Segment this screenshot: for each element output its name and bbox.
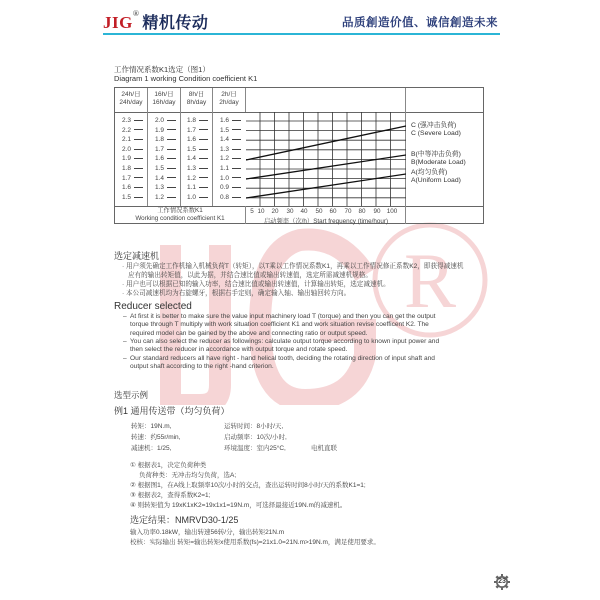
header-8h (181, 88, 213, 112)
ticks-8h: 1.8 1.7 1.6 1.5 1.4 1.3 1.2 1.1 1.0 (180, 112, 213, 206)
header-chart-blank (246, 88, 406, 112)
header-24h (115, 88, 148, 112)
header-2h-cn: 2h/日 (221, 91, 237, 98)
ticks-2h: 1.6 1.5 1.4 1.3 1.2 1.1 1.0 0.9 0.8 (213, 112, 246, 206)
step-3: ③ 根据表2，查得系数K2=1; (130, 492, 211, 499)
header-16h-cn: 16h/日 (154, 91, 174, 98)
header-8h-en: 8h/day (186, 99, 207, 106)
header-16h (148, 88, 181, 112)
x-axis-label: 启动频率（次/h）Start frequency (time/hour) (263, 218, 389, 225)
page-number: 23 (498, 578, 506, 585)
page-number-badge (494, 574, 510, 590)
legend-a: A(均匀负荷) A(Uniform Load) (411, 169, 461, 184)
ticks-16h: 2.0 1.9 1.8 1.7 1.6 1.5 1.4 1.3 1.2 (148, 112, 181, 206)
header-2h-en: 2h/day (219, 99, 239, 106)
result-line-2: 校核：实际输出 转矩=输出转矩x使用系数(fs)=21x1.0=21N.m>19N.m，满足使用要求。 (130, 539, 380, 546)
page-header (103, 8, 498, 34)
select-en-item-1: – At first it is better to make sure the value input machinery load T (torque) and then you can get the output torque through T multiply with work situation coefficient K1 and work situation revise coefficent K2. The required model can be gained by the above and connecting ratio or output speed. (123, 313, 436, 337)
param-ratio: 减速机：1/25, (131, 445, 172, 452)
step-4: ④ 则转矩值为 19xK1xK2=19x1x1=19N.m，可选择最接近19N.m的减速机。 (130, 502, 347, 509)
result-title: 选定结果：NMRVD30-1/25 (130, 515, 239, 525)
registered-mark-icon: ® (132, 9, 140, 18)
select-cn-item-1: · 用户须先确定工作机输入机械负荷T（转矩），以T乘以工作情况系数K1，再乘以工作情况修正系数K2，即获得减速机 (122, 263, 464, 270)
select-cn-item-2: · 用户也可以根据已知的输入功率，结合速比值或输出转速值，计算输出转矩，选定减速机。 (122, 281, 390, 288)
diagram-caption-cn: 工作情况系数K1选定（图1） (114, 65, 210, 74)
k1-axis-label: 工作情况系数K1 Working condition coefficient K1 (115, 206, 246, 224)
param-env-temp: 环境温度：室内25°C, (224, 445, 286, 452)
k1-diagram-table (114, 87, 484, 224)
header-16h-en: 16h/day (152, 99, 176, 106)
param-torque: 转矩：19N.m, (131, 423, 172, 430)
ticks-24h: 2.3 2.2 2.1 2.0 1.9 1.8 1.7 1.6 1.5 (115, 112, 148, 206)
header-24h-en: 24h/day (119, 99, 143, 106)
k1-chart (246, 112, 406, 206)
select-title-cn: 选定减速机 (114, 251, 160, 261)
slogan: 品质創造价值、诚信創造未来 (342, 17, 498, 29)
result-line-1: 输入功率0.18kW，输出转速56转/分，输出转矩21N.m (130, 529, 285, 536)
legend-b: B(中等冲击负荷) B(Moderate Load) (411, 151, 466, 166)
step-2: ② 根据图1，在A线上取频率10次/小时的交点，查出运转时间8小时/天的系数K1=1; (130, 482, 366, 489)
x-axis: 5 10 20 30 40 50 60 70 80 90 100 启动频率（次/h）Start frequency (time/hour) (246, 206, 406, 224)
line-c-severe (246, 126, 406, 160)
brand-cn: 精机传动 (142, 15, 209, 32)
select-en-item-3: – Our standard reducers all have right - hand helical tooth, deciding the rotating direction of input shaft and output shaft according to the right -hand criterion. (123, 355, 435, 371)
jig-watermark-icon (160, 215, 500, 405)
param-speed: 转速：约55r/min, (131, 434, 181, 441)
header-8h-cn: 8h/日 (188, 91, 205, 98)
select-cn-item-1b: 应有的输出转矩值，以此为据，并结合速比值或输出转速值，选定所需减速机规格。 (128, 272, 372, 279)
line-a-uniform (246, 174, 406, 198)
example-title: 选型示例 (114, 390, 149, 400)
legend-c: C (强冲击负荷) C (Severe Load) (411, 122, 461, 137)
step-1: ① 根据表1，决定负荷种类 (130, 462, 207, 469)
brand-latin: JIG (103, 13, 133, 32)
step-1-detail: 负荷种类：无冲击均匀负荷，选A; (139, 472, 237, 479)
select-en-item-2: – You can also select the reducer as followings: calculate output torque according to known input power and then select the reducer in accordance with output torque and rotate speed. (123, 338, 440, 354)
diagram-caption-en: Diagram 1 working Condition coefficient K1 (114, 74, 258, 83)
brand-logo (103, 10, 208, 33)
select-cn-item-3: · 本公司减速机均为右旋螺牙，根据右手定则，确定输入轴、输出轴回转方向。 (122, 290, 351, 297)
select-title-en: Reducer selected (114, 301, 192, 312)
param-run-time: 运转时间：8小时/天, (224, 423, 284, 430)
header-24h-cn: 24h/日 (121, 91, 141, 98)
svg-text:R: R (403, 237, 457, 324)
header-divider (103, 33, 500, 35)
line-b-moderate (246, 155, 406, 179)
header-2h (213, 88, 246, 112)
param-motor: 电机直联 (311, 445, 337, 452)
param-start-freq: 启动频率：10次/小时, (224, 434, 287, 441)
example-subtitle: 例1 通用传送带（均匀负荷） (114, 406, 230, 416)
